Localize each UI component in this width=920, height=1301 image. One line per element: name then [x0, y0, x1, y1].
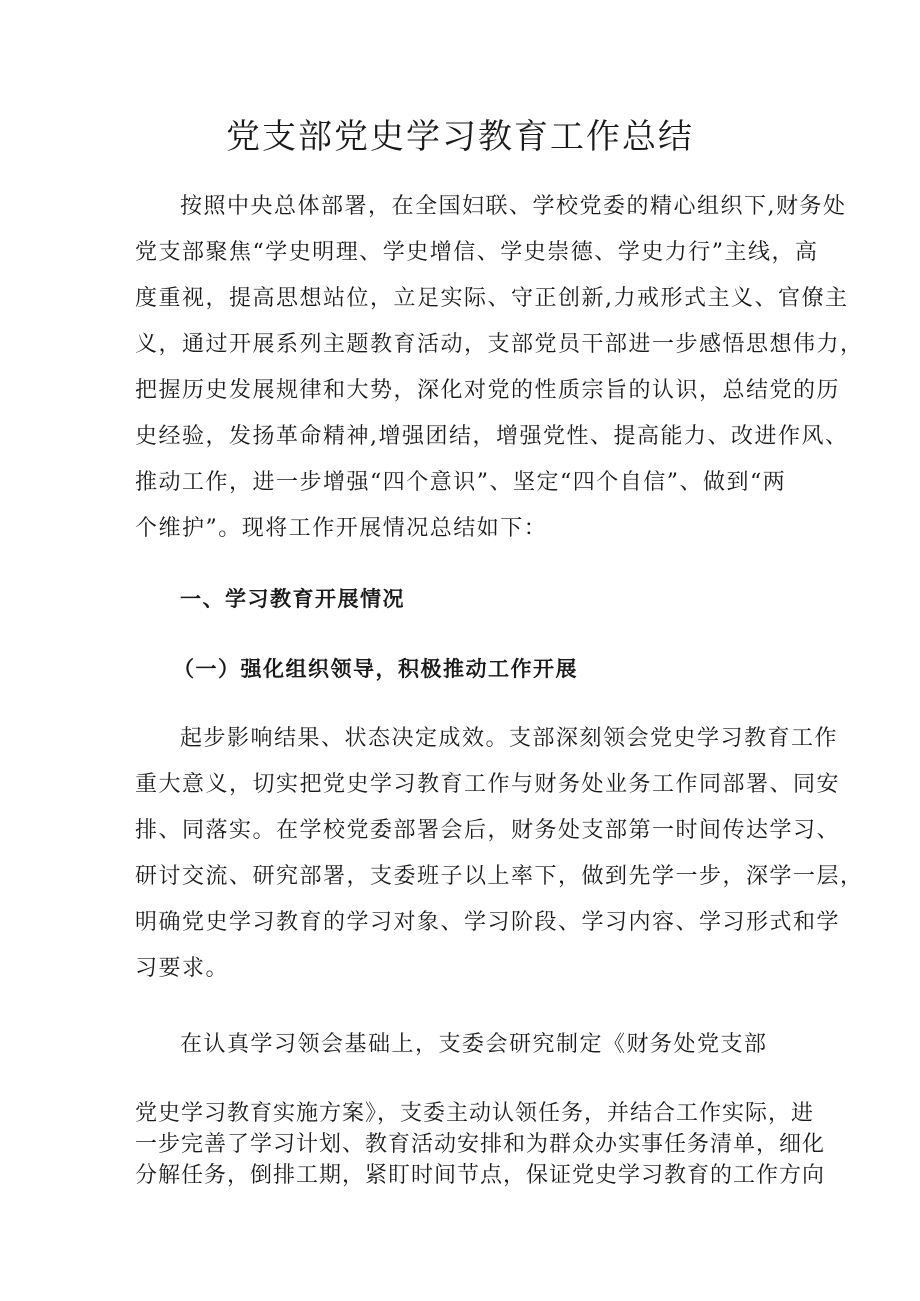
subsection-heading: （一）强化组织领导，积极推动工作开展 [173, 657, 578, 681]
paragraph-line: 习要求。 [135, 956, 230, 981]
intro-line: 党支部聚焦“学史明理、学史增信、学史崇德、学史力行”主线，高 [135, 240, 819, 265]
paragraph-line: 分解任务，倒排工期，紧盯时间节点，保证党史学习教育的工作方向 [135, 1163, 826, 1188]
paragraph-line: 研讨交流、研究部署，支委班子以上率下，做到先学一步，深学一层， [135, 864, 864, 889]
document-title: 党支部党史学习教育工作总结 [226, 117, 694, 157]
section-heading: 一、学习教育开展情况 [180, 587, 405, 611]
intro-line: 把握历史发展规律和大势，深化对党的性质宗旨的认识，总结党的历 [135, 378, 841, 403]
paragraph-line: 在认真学习领会基础上，支委会研究制定《财务处党支部 [180, 1032, 768, 1057]
intro-line: 按照中央总体部署，在全国妇联、学校党委的精心组织下,财务处 [180, 194, 847, 219]
paragraph-line: 起步影响结果、状态决定成效。支部深刻领会党史学习教育工作 [180, 726, 839, 751]
intro-line: 史经验，发扬革命精神,增强团结，增强党性、提高能力、改进作风、 [135, 424, 849, 449]
paragraph-line: 党史学习教育实施方案》，支委主动认领任务，并结合工作实际，进 [135, 1101, 815, 1126]
paragraph-line: 明确党史学习教育的学习对象、学习阶段、学习内容、学习形式和学 [135, 910, 841, 935]
paragraph-line: 重大意义，切实把党史学习教育工作与财务处业务工作同部署、同安 [135, 772, 841, 797]
intro-line: 个维护”。现将工作开展情况总结如下： [135, 516, 548, 541]
intro-line: 义，通过开展系列主题教育活动，支部党员干部进一步感悟思想伟力， [135, 332, 864, 357]
intro-line: 推动工作，进一步增强“四个意识”、坚定“四个自信”、做到“两 [135, 470, 787, 495]
paragraph-line: 一步完善了学习计划、教育活动安排和为群众办实事任务清单，细化 [135, 1132, 826, 1157]
paragraph-line: 排、同落实。在学校党委部署会后，财务处支部第一时间传达学习、 [135, 818, 841, 843]
intro-line: 度重视，提高思想站位，立足实际、守正创新,力戒形式主义、官僚主 [135, 286, 849, 311]
